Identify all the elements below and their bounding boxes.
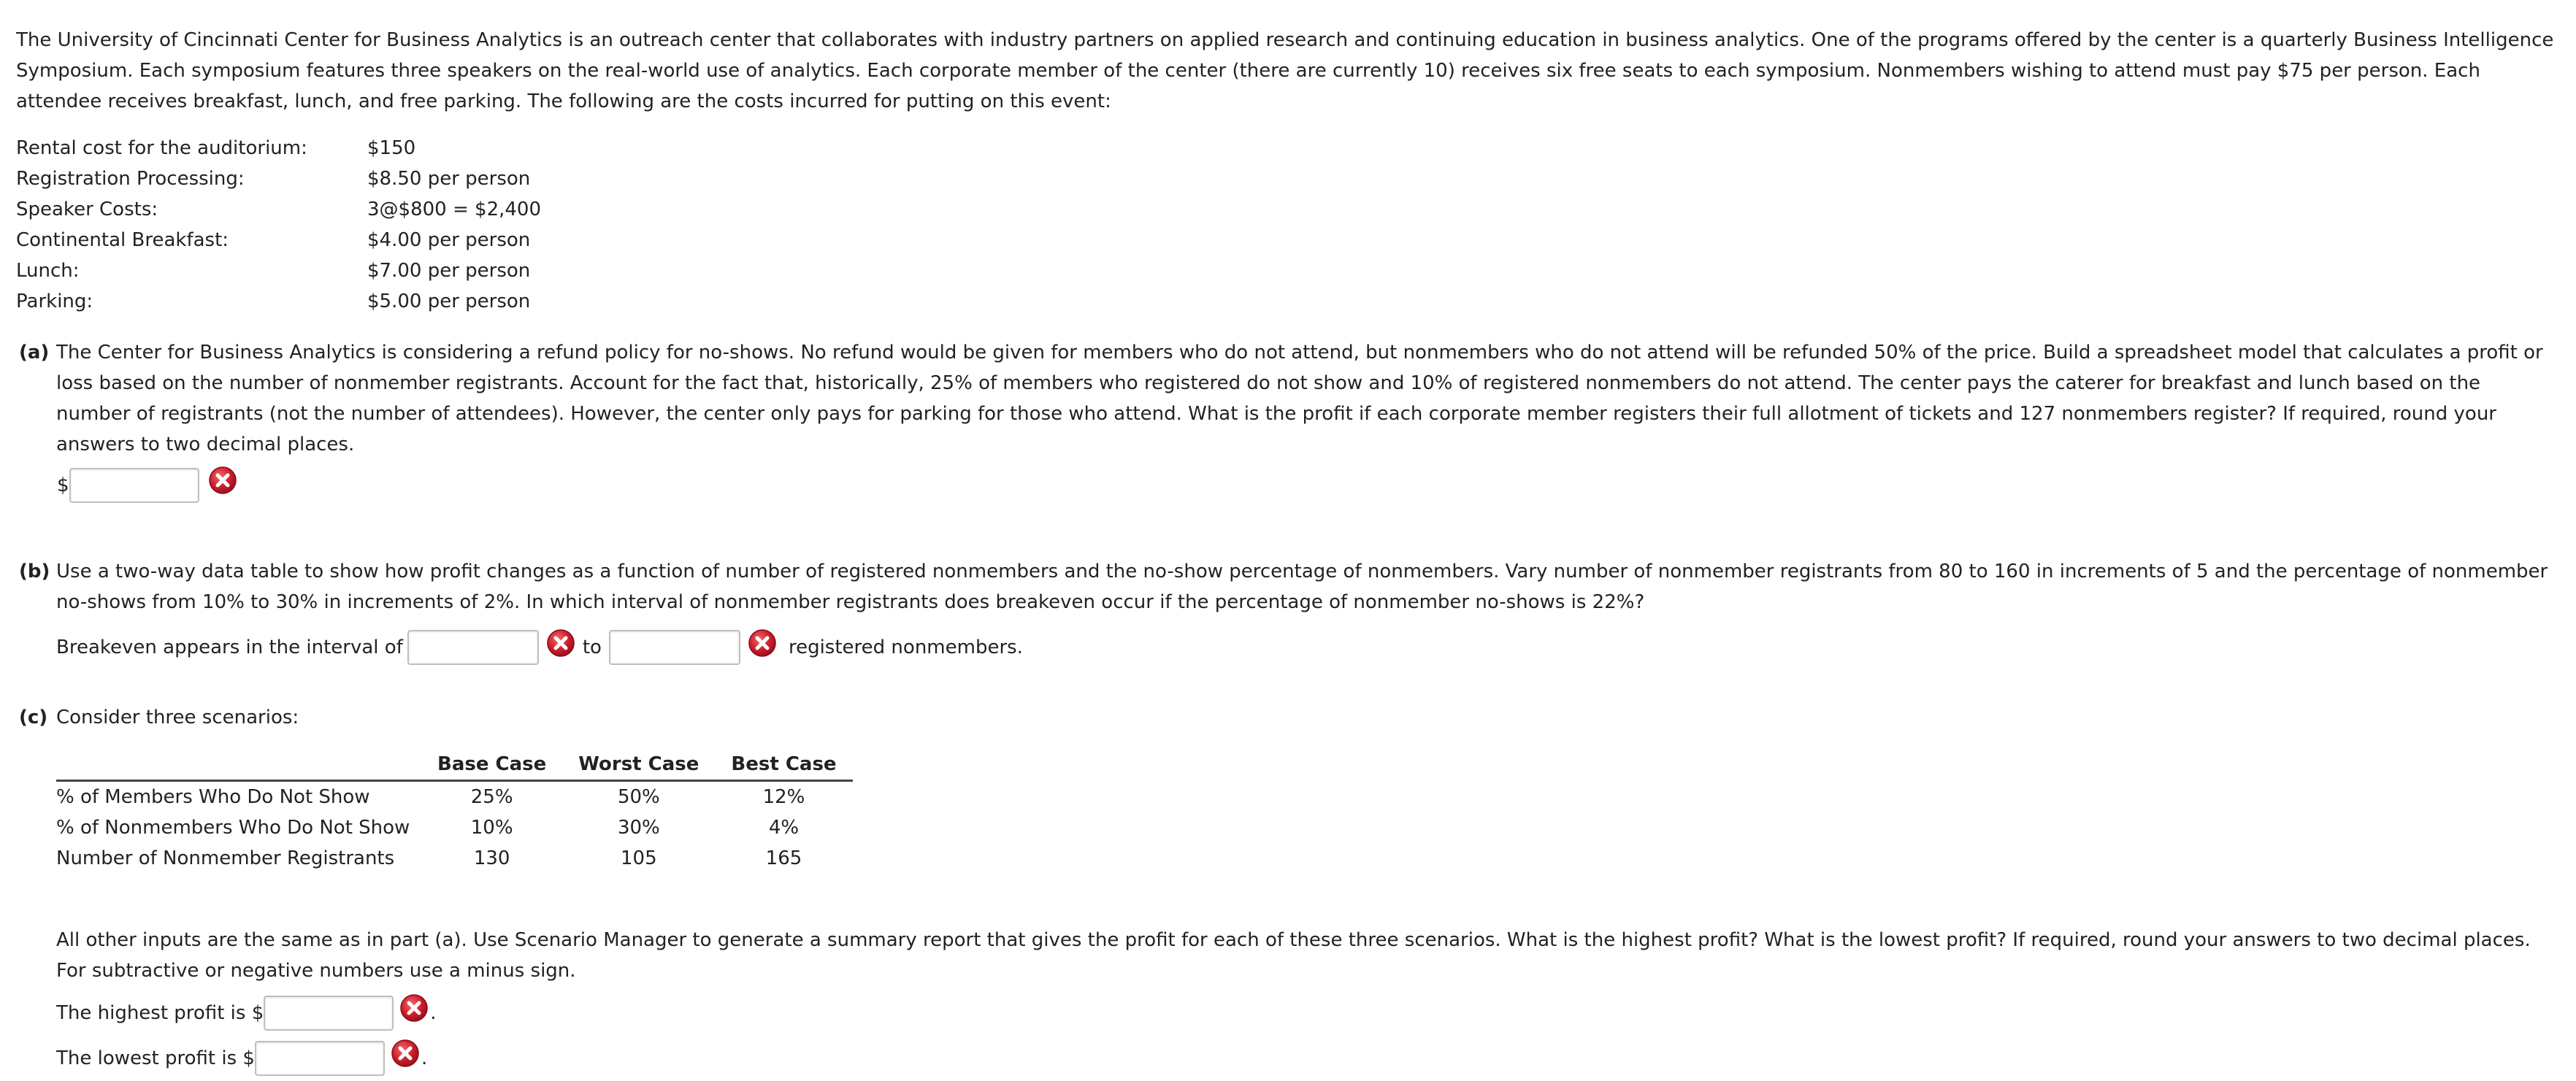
breakeven-to-label: to <box>582 636 602 658</box>
highest-profit-input[interactable] <box>264 996 394 1031</box>
breakeven-from-input[interactable] <box>407 630 539 665</box>
table-cell: 105 <box>621 847 657 869</box>
table-cell: 4% <box>768 817 800 839</box>
part-b-question: Use a two-way data table to show how profit changes as a function of number of registered nonmembers and the no-show percentage of nonmembers. Vary number of nonmember registrants from 80 to 160 in increments of 5 and the percentage of nonmember no-shows from 10% to 30% in increments of 2%. In which interval of nonmember registrants does breakeven occur if the percentage of nonmember no-shows is 22%? <box>56 561 2548 613</box>
scenario-table <box>56 749 853 874</box>
part-c-letter: (c) <box>19 707 48 728</box>
table-cell: 165 <box>765 847 802 869</box>
cost-label: Continental Breakfast: <box>16 229 229 251</box>
cost-row <box>16 255 2558 286</box>
scenario-header-best: Best Case <box>715 749 852 781</box>
part-a <box>16 337 2558 504</box>
part-c-question: All other inputs are the same as in part (a). Use Scenario Manager to generate a summary report that gives the profit for each of these three scenarios. What is the highest profit? What is the lowest profit? If required, round your answers to two decimal places. For subtractive or negative numbers use a minus sign. <box>56 929 2531 982</box>
table-cell: 10% <box>470 817 513 839</box>
highest-profit-label: The highest profit is $ <box>56 1002 264 1024</box>
breakeven-prefix-label: Breakeven appears in the interval of <box>56 636 403 658</box>
lowest-profit-line <box>56 1036 2558 1081</box>
incorrect-x-icon <box>546 628 575 658</box>
lowest-profit-label: The lowest profit is $ <box>56 1047 255 1069</box>
cost-value: $4.00 per person <box>367 229 531 251</box>
part-a-question: The Center for Business Analytics is considering a refund policy for no-shows. No refund would be given for members who do not attend, but nonmembers who do not attend will be refunded 50% of the price. Build a spreadsheet model that calculates a profit or loss based on the number of nonmember registrants. Account for the fact that, historically, 25% of members who registered do not show and 10% of registered nonmembers do not attend. The center pays the caterer for breakfast and lunch based on the number of registrants (not the number of attendees). However, the center only pays for parking for those who attend. What is the profit if each corporate member registers their full allotment of tickets and 127 nonmembers register? If required, round your answers to two decimal places. <box>56 342 2543 455</box>
cost-label: Rental cost for the auditorium: <box>16 137 307 159</box>
part-a-letter: (a) <box>19 342 50 363</box>
problem-intro: The University of Cincinnati Center for Business Analytics is an outreach center that collaborates with industry partners on applied research and continuing education in business analytics. One of the programs offered by the center is a quarterly Business Intelligence Symposium. Each symposium features three speakers on the real-world use of analytics. Each corporate member of the center (there are currently 10) receives six free seats to each symposium. Nonmembers wishing to attend must pay $75 per person. Each attendee receives breakfast, lunch, and free parking. The following are the costs incurred for putting on this event: <box>16 29 2554 112</box>
sentence-period: . <box>421 1047 428 1069</box>
cost-row <box>16 225 2558 255</box>
table-cell: 30% <box>617 817 660 839</box>
cost-value: 3@$800 = $2,400 <box>367 199 541 220</box>
incorrect-x-icon <box>748 628 777 658</box>
sentence-period: . <box>430 1002 437 1024</box>
cost-label: Parking: <box>16 291 93 312</box>
currency-symbol: $ <box>57 474 69 496</box>
table-row <box>56 843 853 874</box>
table-cell: 25% <box>470 786 513 808</box>
cost-value: $7.00 per person <box>367 260 531 282</box>
scenario-table-header-row <box>56 749 853 781</box>
incorrect-x-icon <box>208 466 237 495</box>
row-label: Number of Nonmember Registrants <box>56 847 395 869</box>
table-row <box>56 781 853 813</box>
part-b-letter: (b) <box>19 561 50 582</box>
table-cell: 50% <box>617 786 660 808</box>
row-label: % of Nonmembers Who Do Not Show <box>56 817 410 839</box>
part-c-intro: Consider three scenarios: <box>56 707 299 728</box>
table-cell: 12% <box>762 786 805 808</box>
scenario-header-worst: Worst Case <box>562 749 715 781</box>
part-b-answer-line <box>56 629 2558 666</box>
cost-list <box>16 133 2558 317</box>
row-label: % of Members Who Do Not Show <box>56 786 370 808</box>
cost-row <box>16 133 2558 164</box>
cost-value: $8.50 per person <box>367 168 531 190</box>
breakeven-to-input[interactable] <box>609 630 740 665</box>
part-b <box>16 556 2558 666</box>
breakeven-suffix-label: registered nonmembers. <box>788 636 1023 658</box>
profit-answer-input[interactable] <box>69 468 199 503</box>
highest-profit-line <box>56 990 2558 1036</box>
incorrect-x-icon <box>391 1039 420 1068</box>
cost-row <box>16 164 2558 194</box>
scenario-header-base: Base Case <box>421 749 562 781</box>
cost-row <box>16 286 2558 317</box>
table-cell: 130 <box>473 847 510 869</box>
cost-label: Registration Processing: <box>16 168 245 190</box>
part-a-answer-line <box>57 467 2558 504</box>
cost-label: Lunch: <box>16 260 80 282</box>
scenario-header-blank <box>56 749 421 781</box>
cost-row <box>16 194 2558 225</box>
cost-value: $150 <box>367 137 416 159</box>
incorrect-x-icon <box>399 993 429 1023</box>
table-row <box>56 812 853 843</box>
cost-value: $5.00 per person <box>367 291 531 312</box>
part-c <box>16 702 2558 1081</box>
cost-label: Speaker Costs: <box>16 199 158 220</box>
lowest-profit-input[interactable] <box>255 1041 385 1076</box>
